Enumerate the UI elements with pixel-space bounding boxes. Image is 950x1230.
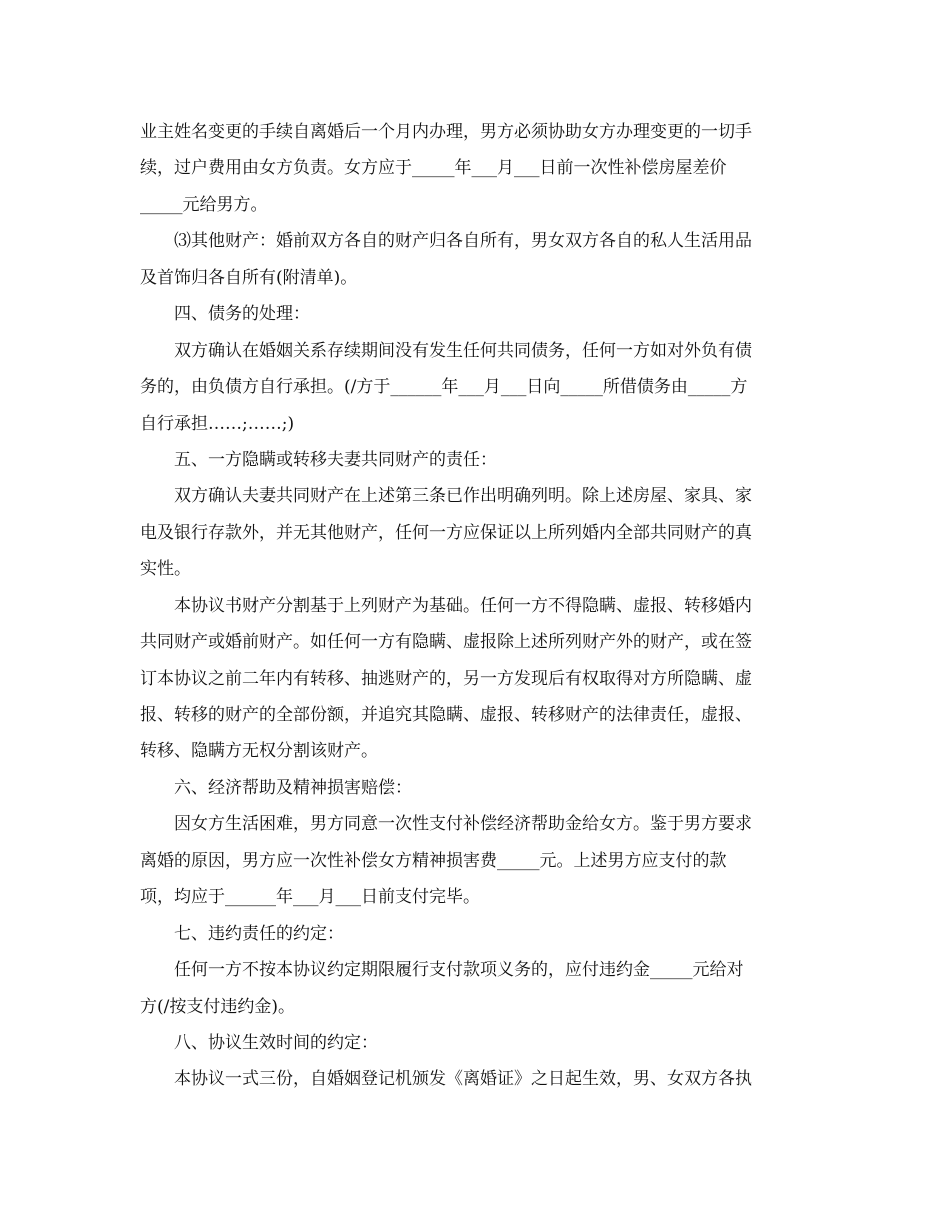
text-line: 续，过户费用由女方负责。女方应于_____年___月___日前一次性补偿房屋差价	[140, 158, 727, 179]
text-line: 五、一方隐瞒或转移夫妻共同财产的责任：	[174, 449, 497, 470]
text-line: 八、协议生效时间的约定：	[174, 1032, 378, 1053]
text-line: 双方确认在婚姻关系存续期间没有发生任何共同债务，任何一方如对外负有债	[174, 340, 752, 361]
text-line: 任何一方不按本协议约定期限履行支付款项义务的，应付违约金_____元给对	[174, 960, 744, 981]
text-line: 本协议书财产分割基于上列财产为基础。任何一方不得隐瞒、虚报、转移婚内	[174, 595, 752, 616]
text-line: 双方确认夫妻共同财产在上述第三条已作出明确列明。除上述房屋、家具、家	[174, 486, 752, 507]
text-line: 本协议一式三份，自婚姻登记机颁发《离婚证》之日起生效，男、女双方各执	[174, 1069, 752, 1090]
text-line: 及首饰归各自所有(附清单)。	[140, 267, 358, 288]
text-line: 业主姓名变更的手续自离婚后一个月内办理，男方必须协助女方办理变更的一切手	[140, 122, 752, 142]
text-line: 报、转移的财产的全部份额，并追究其隐瞒、虚报、转移财产的法律责任，虚报、	[140, 705, 752, 725]
text-line: 电及银行存款外，并无其他财产，任何一方应保证以上所列婚内全部共同财产的真	[140, 522, 752, 543]
text-line: 务的，由负债方自行承担。(/方于______年___月___日向_____所借债务由_____方	[140, 377, 748, 398]
text-line: ⑶其他财产：婚前双方各自的财产归各自所有，男女双方各自的私人生活用品	[174, 231, 752, 252]
text-line: _____元给男方。	[140, 194, 268, 215]
text-line: 订本协议之前二年内有转移、抽逃财产的，另一方发现后有权取得对方所隐瞒、虚	[140, 668, 752, 689]
text-line: 转移、隐瞒方无权分割该财产。	[140, 741, 378, 762]
text-line: 因女方生活困难，男方同意一次性支付补偿经济帮助金给女方。鉴于男方要求	[174, 814, 752, 835]
text-line: 方(/按支付违约金)。	[140, 996, 295, 1017]
text-line: 项，均应于______年___月___日前支付完毕。	[140, 887, 480, 908]
document-body	[140, 114, 820, 1098]
text-line: 六、经济帮助及精神损害赔偿：	[174, 777, 412, 798]
text-line: 共同财产或婚前财产。如任何一方有隐瞒、虚报除上述所列财产外的财产，或在签	[140, 632, 752, 653]
text-line: 七、违约责任的约定：	[174, 923, 344, 944]
text-line: 离婚的原因，男方应一次性补偿女方精神损害费_____元。上述男方应支付的款	[140, 850, 727, 871]
text-line: 实性。	[140, 559, 191, 580]
text-line: 自行承担……;……;)	[140, 413, 295, 434]
text-line: 四、债务的处理：	[174, 304, 310, 325]
